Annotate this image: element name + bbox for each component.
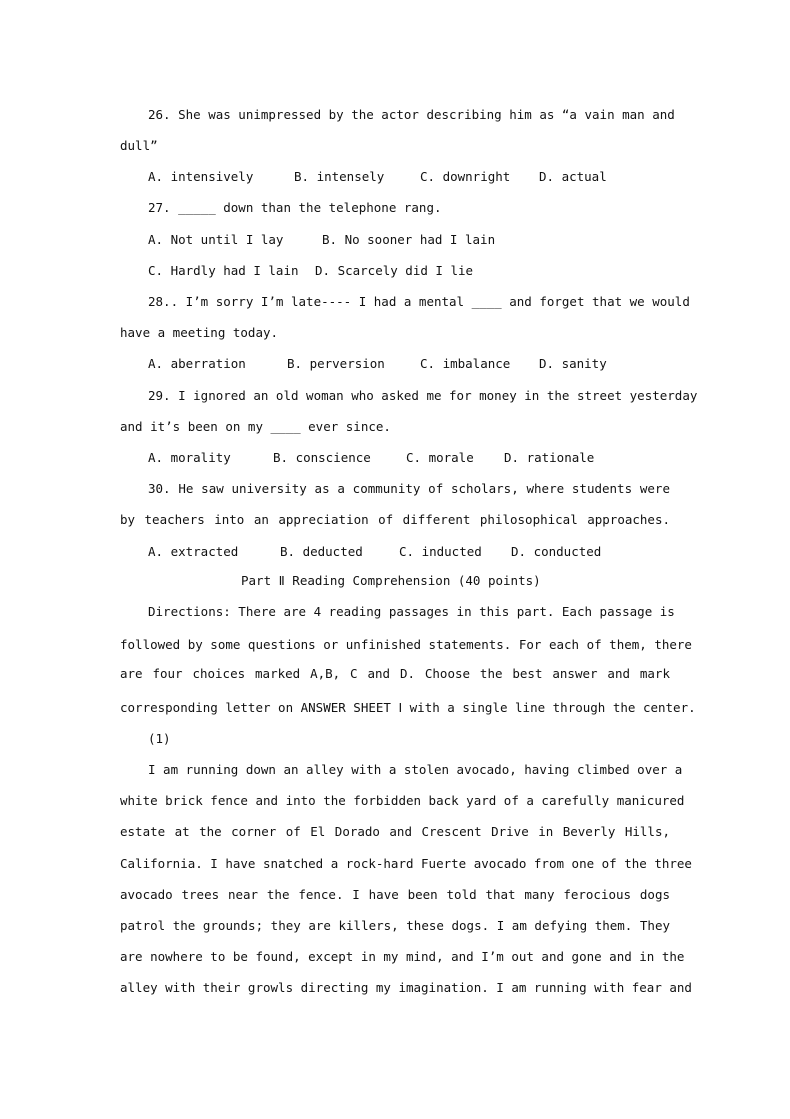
passage-line8: alley with their growls directing my imagination. I am running with fear and xyxy=(120,980,692,995)
q26-option-c: C. downright xyxy=(420,169,511,184)
passage-line2: white brick fence and into the forbidden back yard of a carefully manicured xyxy=(120,793,685,808)
q30-option-a: A. extracted xyxy=(148,544,239,559)
directions-line3: are four choices marked A,B, C and D. Choose the best answer and mark xyxy=(120,666,670,681)
directions-line1: Directions: There are 4 reading passages in this part. Each passage is xyxy=(148,604,675,619)
q26-stem-line1: 26. She was unimpressed by the actor describing him as “a vain man and xyxy=(148,107,675,122)
q27-option-c: C. Hardly had I lain xyxy=(148,263,299,278)
directions-line4: corresponding letter on ANSWER SHEET Ⅰ with a single line through the center. xyxy=(120,700,696,715)
passage-line1: I am running down an alley with a stolen avocado, having climbed over a xyxy=(148,762,683,777)
passage-label: (1) xyxy=(148,731,171,746)
q27-option-d: D. Scarcely did I lie xyxy=(315,263,474,278)
q30-stem-line2: by teachers into an appreciation of different philosophical approaches. xyxy=(120,512,670,527)
q26-stem-line2: dull” xyxy=(120,138,158,153)
q27-option-b: B. No sooner had I lain xyxy=(322,232,496,247)
passage-line5: avocado trees near the fence. I have been told that many ferocious dogs xyxy=(120,887,670,902)
q29-option-d: D. rationale xyxy=(504,450,595,465)
passage-line4: California. I have snatched a rock-hard Fuerte avocado from one of the three xyxy=(120,856,692,871)
part2-heading: Part Ⅱ Reading Comprehension (40 points) xyxy=(241,573,541,588)
passage-line7: are nowhere to be found, except in my mind, and I’m out and gone and in the xyxy=(120,949,685,964)
directions-line2: followed by some questions or unfinished statements. For each of them, there xyxy=(120,637,692,652)
passage-line3: estate at the corner of El Dorado and Crescent Drive in Beverly Hills, xyxy=(120,824,670,839)
q29-stem-line2: and it’s been on my ____ ever since. xyxy=(120,419,391,434)
q27-option-a: A. Not until I lay xyxy=(148,232,284,247)
q27-stem: 27. _____ down than the telephone rang. xyxy=(148,200,442,215)
q26-option-a: A. intensively xyxy=(148,169,254,184)
q28-option-d: D. sanity xyxy=(539,356,607,371)
q30-option-d: D. conducted xyxy=(511,544,602,559)
q28-stem-line2: have a meeting today. xyxy=(120,325,279,340)
q29-option-c: C. morale xyxy=(406,450,474,465)
q28-option-a: A. aberration xyxy=(148,356,246,371)
q28-option-c: C. imbalance xyxy=(420,356,511,371)
q29-option-a: A. morality xyxy=(148,450,231,465)
q28-option-b: B. perversion xyxy=(287,356,385,371)
q30-option-b: B. deducted xyxy=(280,544,363,559)
q29-stem-line1: 29. I ignored an old woman who asked me for money in the street yesterday xyxy=(148,388,698,403)
passage-line6: patrol the grounds; they are killers, these dogs. I am defying them. They xyxy=(120,918,670,933)
q26-option-d: D. actual xyxy=(539,169,607,184)
q26-option-b: B. intensely xyxy=(294,169,385,184)
q28-stem-line1: 28.. I’m sorry I’m late---- I had a mental ____ and forget that we would xyxy=(148,294,690,309)
q30-option-c: C. inducted xyxy=(399,544,482,559)
q30-stem-line1: 30. He saw university as a community of scholars, where students were xyxy=(148,481,670,496)
q29-option-b: B. conscience xyxy=(273,450,371,465)
